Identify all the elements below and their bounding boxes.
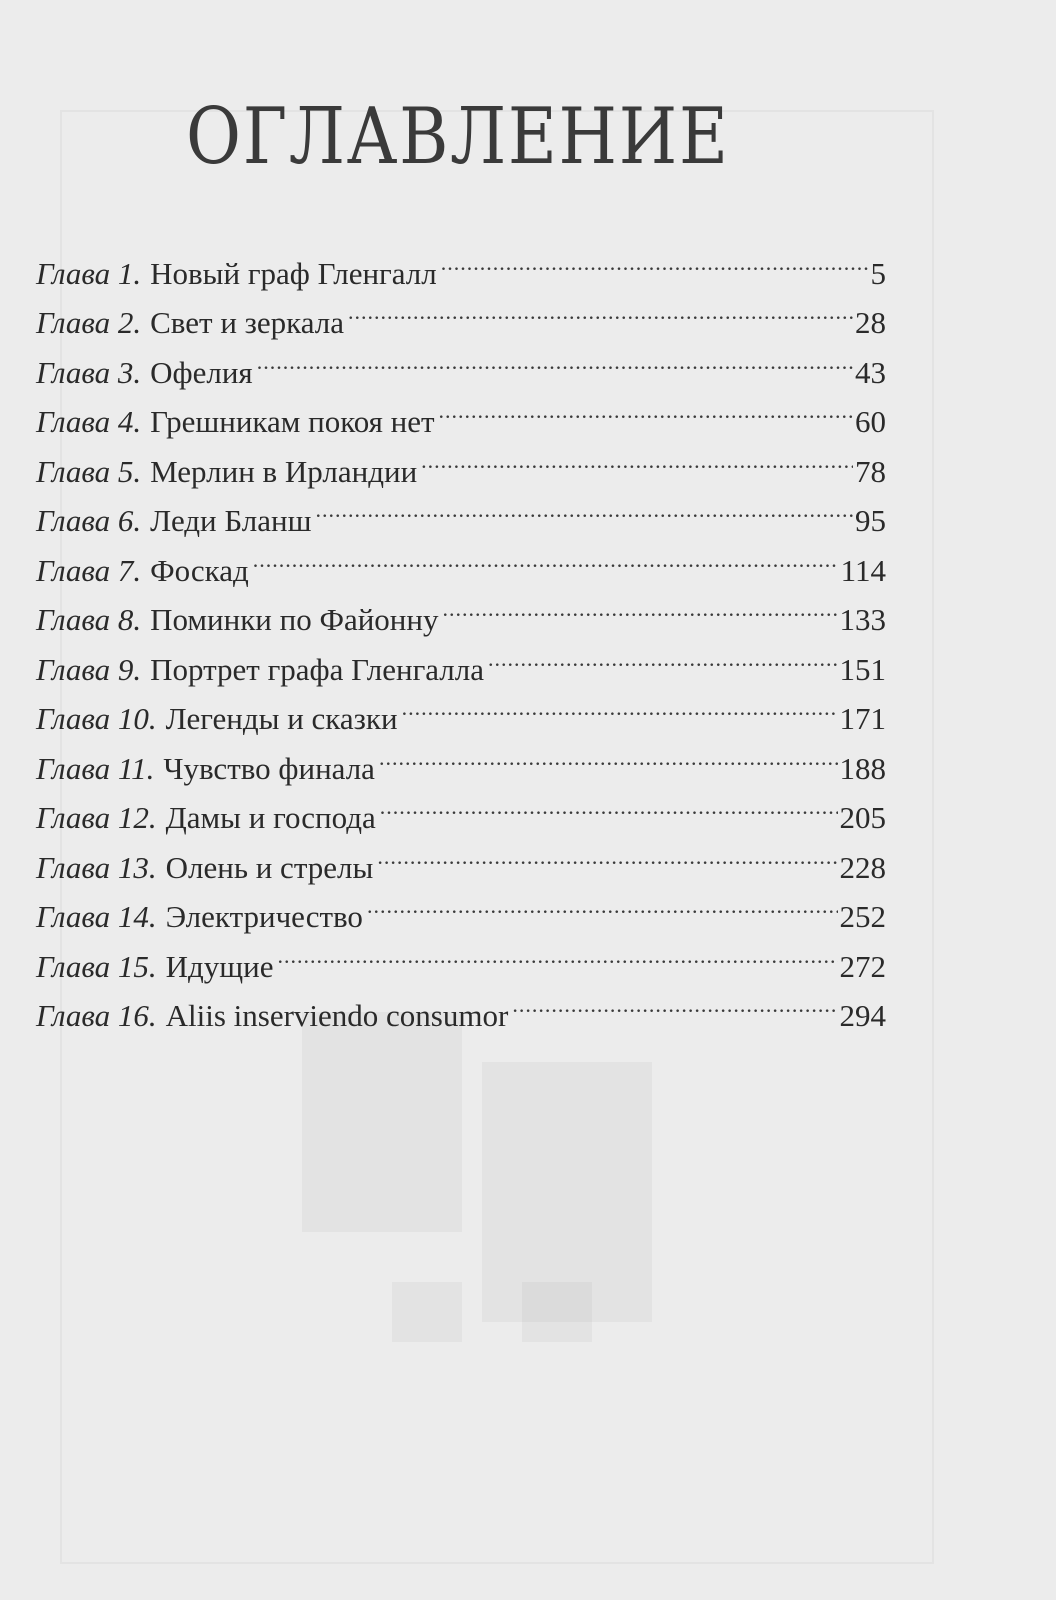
page-number: 95 — [855, 503, 886, 538]
page-number: 78 — [855, 453, 886, 489]
page-number: 151 — [839, 651, 886, 687]
page-number: 205 — [839, 800, 886, 835]
chapter-title: Чувство финала — [163, 750, 375, 786]
chapter-number: Глава 2. — [36, 305, 142, 340]
chapter-number: Глава 7. — [36, 552, 142, 588]
chapter-title: Дамы и господа — [165, 800, 376, 835]
chapter-title: Идущие — [165, 948, 274, 984]
chapter-number: Глава 4. — [36, 404, 142, 439]
dot-leader — [367, 878, 838, 928]
chapter-title: Электричество — [165, 899, 363, 934]
page-number: 228 — [839, 849, 886, 885]
page-number: 5 — [870, 255, 886, 291]
page-number: 188 — [839, 750, 886, 786]
page-number: 133 — [839, 602, 886, 637]
toc-entry — [36, 234, 886, 291]
dot-leader — [380, 779, 838, 829]
page-title: ОГЛАВЛЕНИЕ — [186, 92, 730, 182]
dot-leader — [439, 383, 853, 433]
table-of-contents — [36, 234, 886, 1033]
dot-leader — [441, 234, 869, 284]
page-number: 114 — [840, 552, 886, 588]
chapter-number: Глава 3. — [36, 354, 142, 390]
dot-leader — [379, 729, 838, 779]
page-number: 252 — [839, 899, 886, 934]
page-number: 28 — [855, 305, 886, 340]
chapter-number: Глава 5. — [36, 453, 142, 489]
chapter-title: Поминки по Файонну — [150, 602, 439, 637]
page-number: 272 — [839, 948, 886, 984]
show-through-qr — [392, 1282, 462, 1342]
chapter-title: Aliis inserviendo consumor — [165, 998, 509, 1033]
dot-leader — [512, 977, 837, 1027]
chapter-title: Офелия — [150, 354, 253, 390]
chapter-number: Глава 9. — [36, 651, 142, 687]
dot-leader — [421, 432, 853, 482]
dot-leader — [253, 531, 839, 581]
dot-leader — [348, 284, 853, 334]
chapter-number: Глава 12. — [36, 800, 157, 835]
chapter-number: Глава 14. — [36, 899, 157, 934]
chapter-number: Глава 6. — [36, 503, 142, 538]
chapter-number: Глава 16. — [36, 998, 157, 1033]
show-through-qr — [522, 1282, 592, 1342]
chapter-title: Леди Бланш — [150, 503, 312, 538]
chapter-title: Портрет графа Гленгалла — [150, 651, 485, 687]
dot-leader — [278, 927, 838, 977]
page-number: 171 — [839, 701, 886, 736]
chapter-number: Глава 1. — [36, 255, 142, 291]
show-through-image — [482, 1062, 652, 1322]
chapter-number: Глава 13. — [36, 849, 157, 885]
dot-leader — [488, 630, 837, 680]
chapter-number: Глава 8. — [36, 602, 142, 637]
chapter-number: Глава 10. — [36, 701, 157, 736]
chapter-title: Олень и стрелы — [165, 849, 374, 885]
show-through-image — [302, 1012, 462, 1232]
chapter-title: Новый граф Гленгалл — [150, 255, 437, 291]
dot-leader — [402, 680, 838, 730]
dot-leader — [442, 581, 837, 631]
dot-leader — [257, 333, 853, 383]
dot-leader — [377, 828, 837, 878]
chapter-title: Свет и зеркала — [150, 305, 345, 340]
page-number: 294 — [839, 998, 886, 1033]
chapter-number: Глава 15. — [36, 948, 157, 984]
page-number: 43 — [855, 354, 886, 390]
chapter-title: Мерлин в Ирландии — [150, 453, 418, 489]
chapter-title: Фоскад — [150, 552, 249, 588]
chapter-title: Грешникам покоя нет — [150, 404, 435, 439]
chapter-number: Глава 11. — [36, 750, 155, 786]
dot-leader — [315, 482, 853, 532]
chapter-title: Легенды и сказки — [165, 701, 398, 736]
page-number: 60 — [855, 404, 886, 439]
